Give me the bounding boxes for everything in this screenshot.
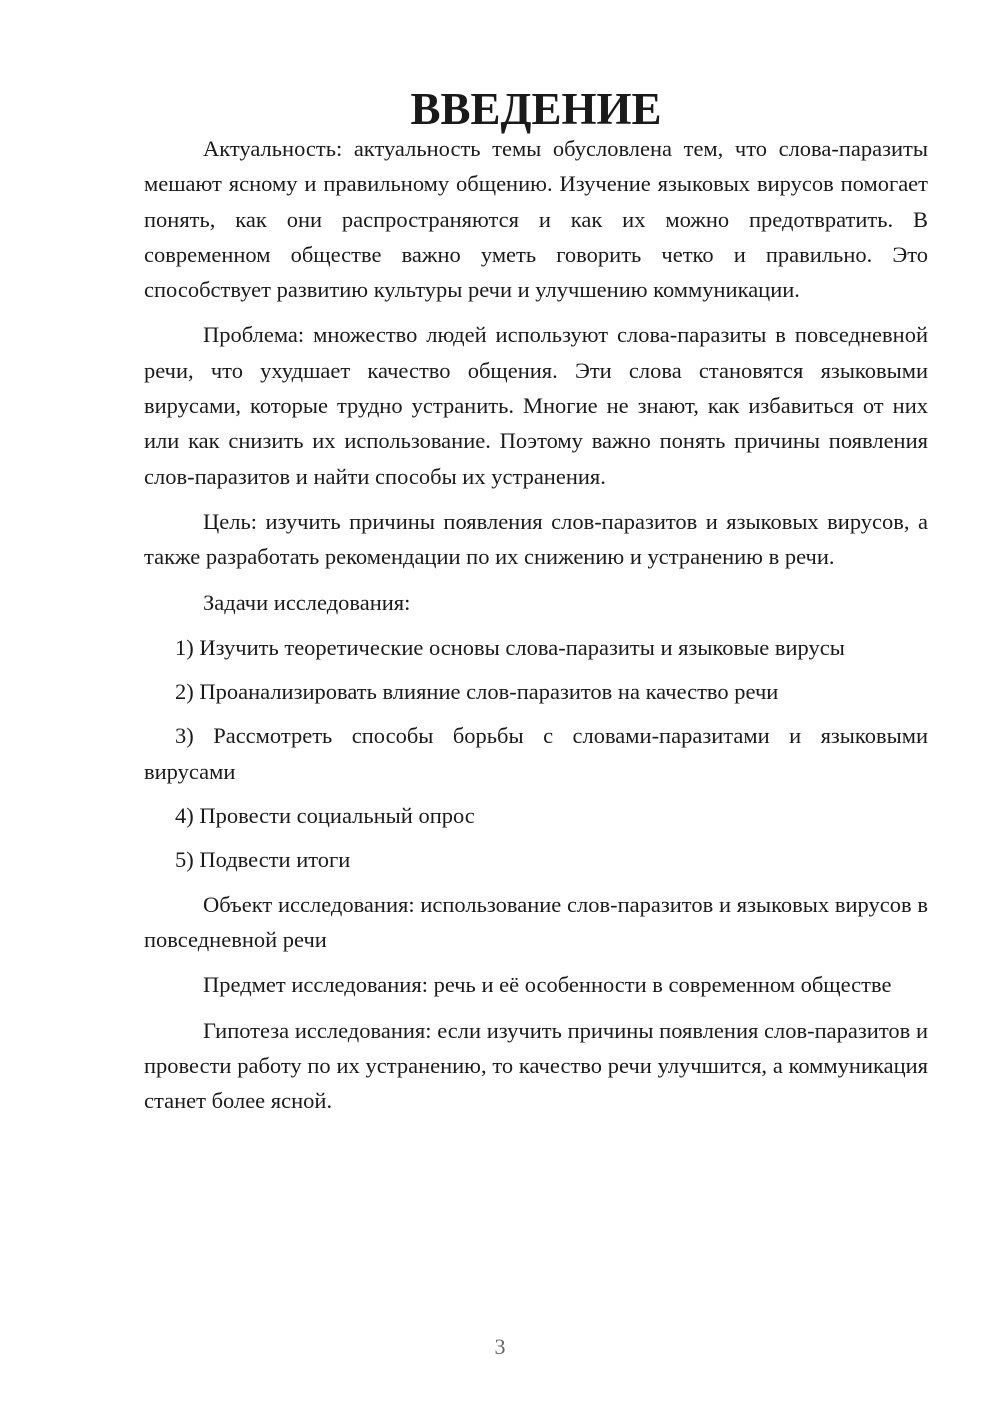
- task-item: 3) Рассмотреть способы борьбы с словами-паразитами и языковыми вирусами: [144, 723, 928, 784]
- task-item: 2) Проанализировать влияние слов-паразитов на качество речи: [175, 679, 779, 705]
- paragraph-relevance: Актуальность: актуальность темы обусловлена тем, что слова-паразиты мешают ясному и правильному общению. Изучение языковых вирусов помогает понять, как они распространяются и как их можно предотвратить. В современном обществе важно уметь говорить четко и правильно. Это способствует развитию культуры речи и улучшению коммуникации.: [144, 136, 928, 303]
- task-item: 1) Изучить теоретические основы слова-паразиты и языковые вирусы: [175, 634, 845, 660]
- task-item: 4) Провести социальный опрос: [175, 803, 475, 829]
- paragraph-goal: Цель: изучить причины появления слов-паразитов и языковых вирусов, а также разработать рекомендации по их снижению и устранению в речи.: [144, 508, 928, 570]
- paragraph-tasks-heading: Задачи исследования:: [203, 589, 411, 615]
- paragraph-object: Объект исследования: использование слов-паразитов и языковых вирусов в повседневной речи: [144, 891, 928, 952]
- document-page: [144, 84, 928, 1128]
- page-number: 3: [494, 1334, 506, 1359]
- paragraph-hypothesis: Гипотеза исследования: если изучить причины появления слов-паразитов и провести работу по их устранению, то качество речи улучшится, а коммуникация станет более ясной.: [144, 1017, 928, 1114]
- paragraph-problem: Проблема: множество людей используют слова-паразиты в повседневной речи, что ухудшает качество общения. Эти слова становятся языковыми вирусами, которые трудно устранить. Многие не знают, как избавиться от них или как снизить их использование. Поэтому важно понять причины появления слов-паразитов и найти способы их устранения.: [144, 322, 928, 489]
- task-item: 5) Подвести итоги: [175, 847, 351, 873]
- paragraph-subject: Предмет исследования: речь и её особенности в современном обществе: [203, 972, 892, 998]
- page-title: ВВЕДЕНИЕ: [410, 84, 662, 134]
